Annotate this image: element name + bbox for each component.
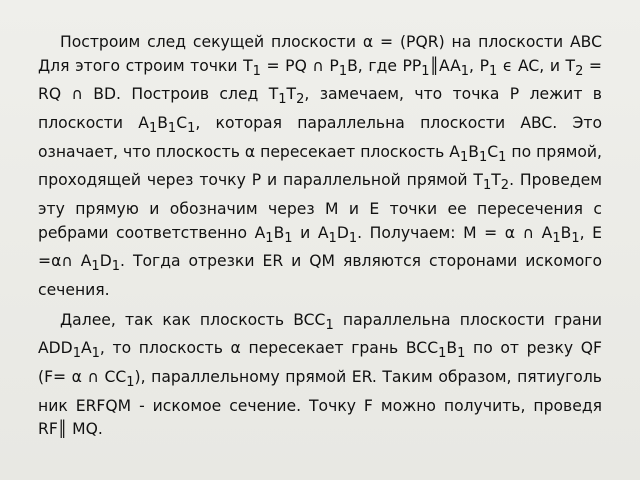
text-run: D — [99, 252, 112, 271]
text-run: A — [80, 339, 92, 358]
text-run: ), параллельному прямой ER. Таким образом, пятиуголь ник ERFQM - искомое сечение. Точку F можно получить, проведя RF║ MQ. — [38, 368, 602, 439]
text-run: ║AA — [429, 56, 461, 75]
subscript: 1 — [284, 230, 293, 246]
subscript: 1 — [421, 63, 430, 79]
text-run: , замечаем, что точка P лежит в плоскости A — [38, 85, 602, 132]
text-run: T — [286, 85, 297, 104]
text-run: . Тогда отрезки ER и QM являются сторонами искомого сечения. — [38, 252, 603, 300]
text-run: . Проведем эту прямую и обозначим через M и E точки ее пересечения с ребрами соответственно A — [38, 171, 602, 242]
subscript: 1 — [552, 230, 561, 246]
text-run: D — [336, 223, 349, 242]
text-run: по прямой, проходящей через точку P и параллельной прямой T — [38, 142, 602, 190]
paragraph-1 — [38, 31, 602, 303]
subscript: 2 — [575, 63, 584, 79]
subscript: 1 — [498, 149, 507, 165]
subscript: 1 — [348, 230, 358, 246]
subscript: 1 — [438, 346, 447, 362]
subscript: 1 — [187, 121, 196, 137]
text-run: = RQ ∩ BD. Построив след T — [38, 56, 602, 104]
text-run: , то плоскость α пересекает грань BCC — [99, 339, 439, 358]
subscript: 1 — [111, 259, 120, 275]
document-body — [38, 31, 602, 448]
subscript: 1 — [72, 346, 81, 362]
subscript: 1 — [278, 92, 287, 108]
subscript: 1 — [457, 346, 466, 362]
text-run: , P — [469, 56, 489, 75]
subscript: 1 — [91, 346, 100, 362]
text-run: параллельна плоскости грани ADD — [38, 310, 602, 358]
text-run: . Получаем: M = α ∩ A — [357, 223, 553, 242]
text-run: C — [176, 114, 188, 132]
text-run: ϵ AC, и T — [497, 56, 576, 75]
subscript: 1 — [167, 121, 177, 137]
text-run: и A — [292, 223, 329, 242]
subscript: 1 — [478, 149, 488, 165]
text-run: по от резку QF (F= α ∩ CC — [38, 339, 602, 387]
text-run: = PQ ∩ P — [260, 56, 339, 75]
subscript: 1 — [91, 259, 100, 275]
text-run: B — [468, 142, 479, 161]
paragraph-2 — [38, 309, 602, 442]
subscript: 1 — [126, 375, 135, 391]
subscript: 1 — [325, 317, 334, 333]
subscript: 2 — [296, 92, 305, 108]
subscript: 1 — [338, 63, 348, 79]
text-run: C — [487, 142, 499, 161]
text-run: B — [446, 339, 458, 358]
subscript: 1 — [571, 230, 580, 246]
subscript: 1 — [459, 149, 469, 165]
text-run: Построим след секущей плоскости α = (PQR) на плоскости ABC Для этого строим точки T — [38, 33, 602, 75]
text-run: T — [491, 171, 501, 190]
text-run: B — [157, 114, 168, 132]
subscript: 1 — [252, 63, 261, 79]
subscript: 2 — [500, 178, 510, 194]
subscript: 1 — [488, 63, 498, 79]
subscript: 1 — [328, 230, 337, 246]
text-run: , E =α∩ A — [38, 223, 603, 271]
subscript: 1 — [148, 121, 158, 137]
subscript: 1 — [265, 230, 274, 246]
text-run: B — [560, 223, 572, 242]
text-run: B — [273, 223, 285, 242]
text-run: B, где PP — [347, 56, 422, 75]
text-run: Далее, так как плоскость BCC — [60, 310, 326, 329]
subscript: 1 — [482, 178, 492, 194]
subscript: 1 — [460, 63, 470, 79]
text-run: , которая параллельна плоскости ABC. Это означает, что плоскость α пересекает плоскость A — [38, 114, 603, 161]
